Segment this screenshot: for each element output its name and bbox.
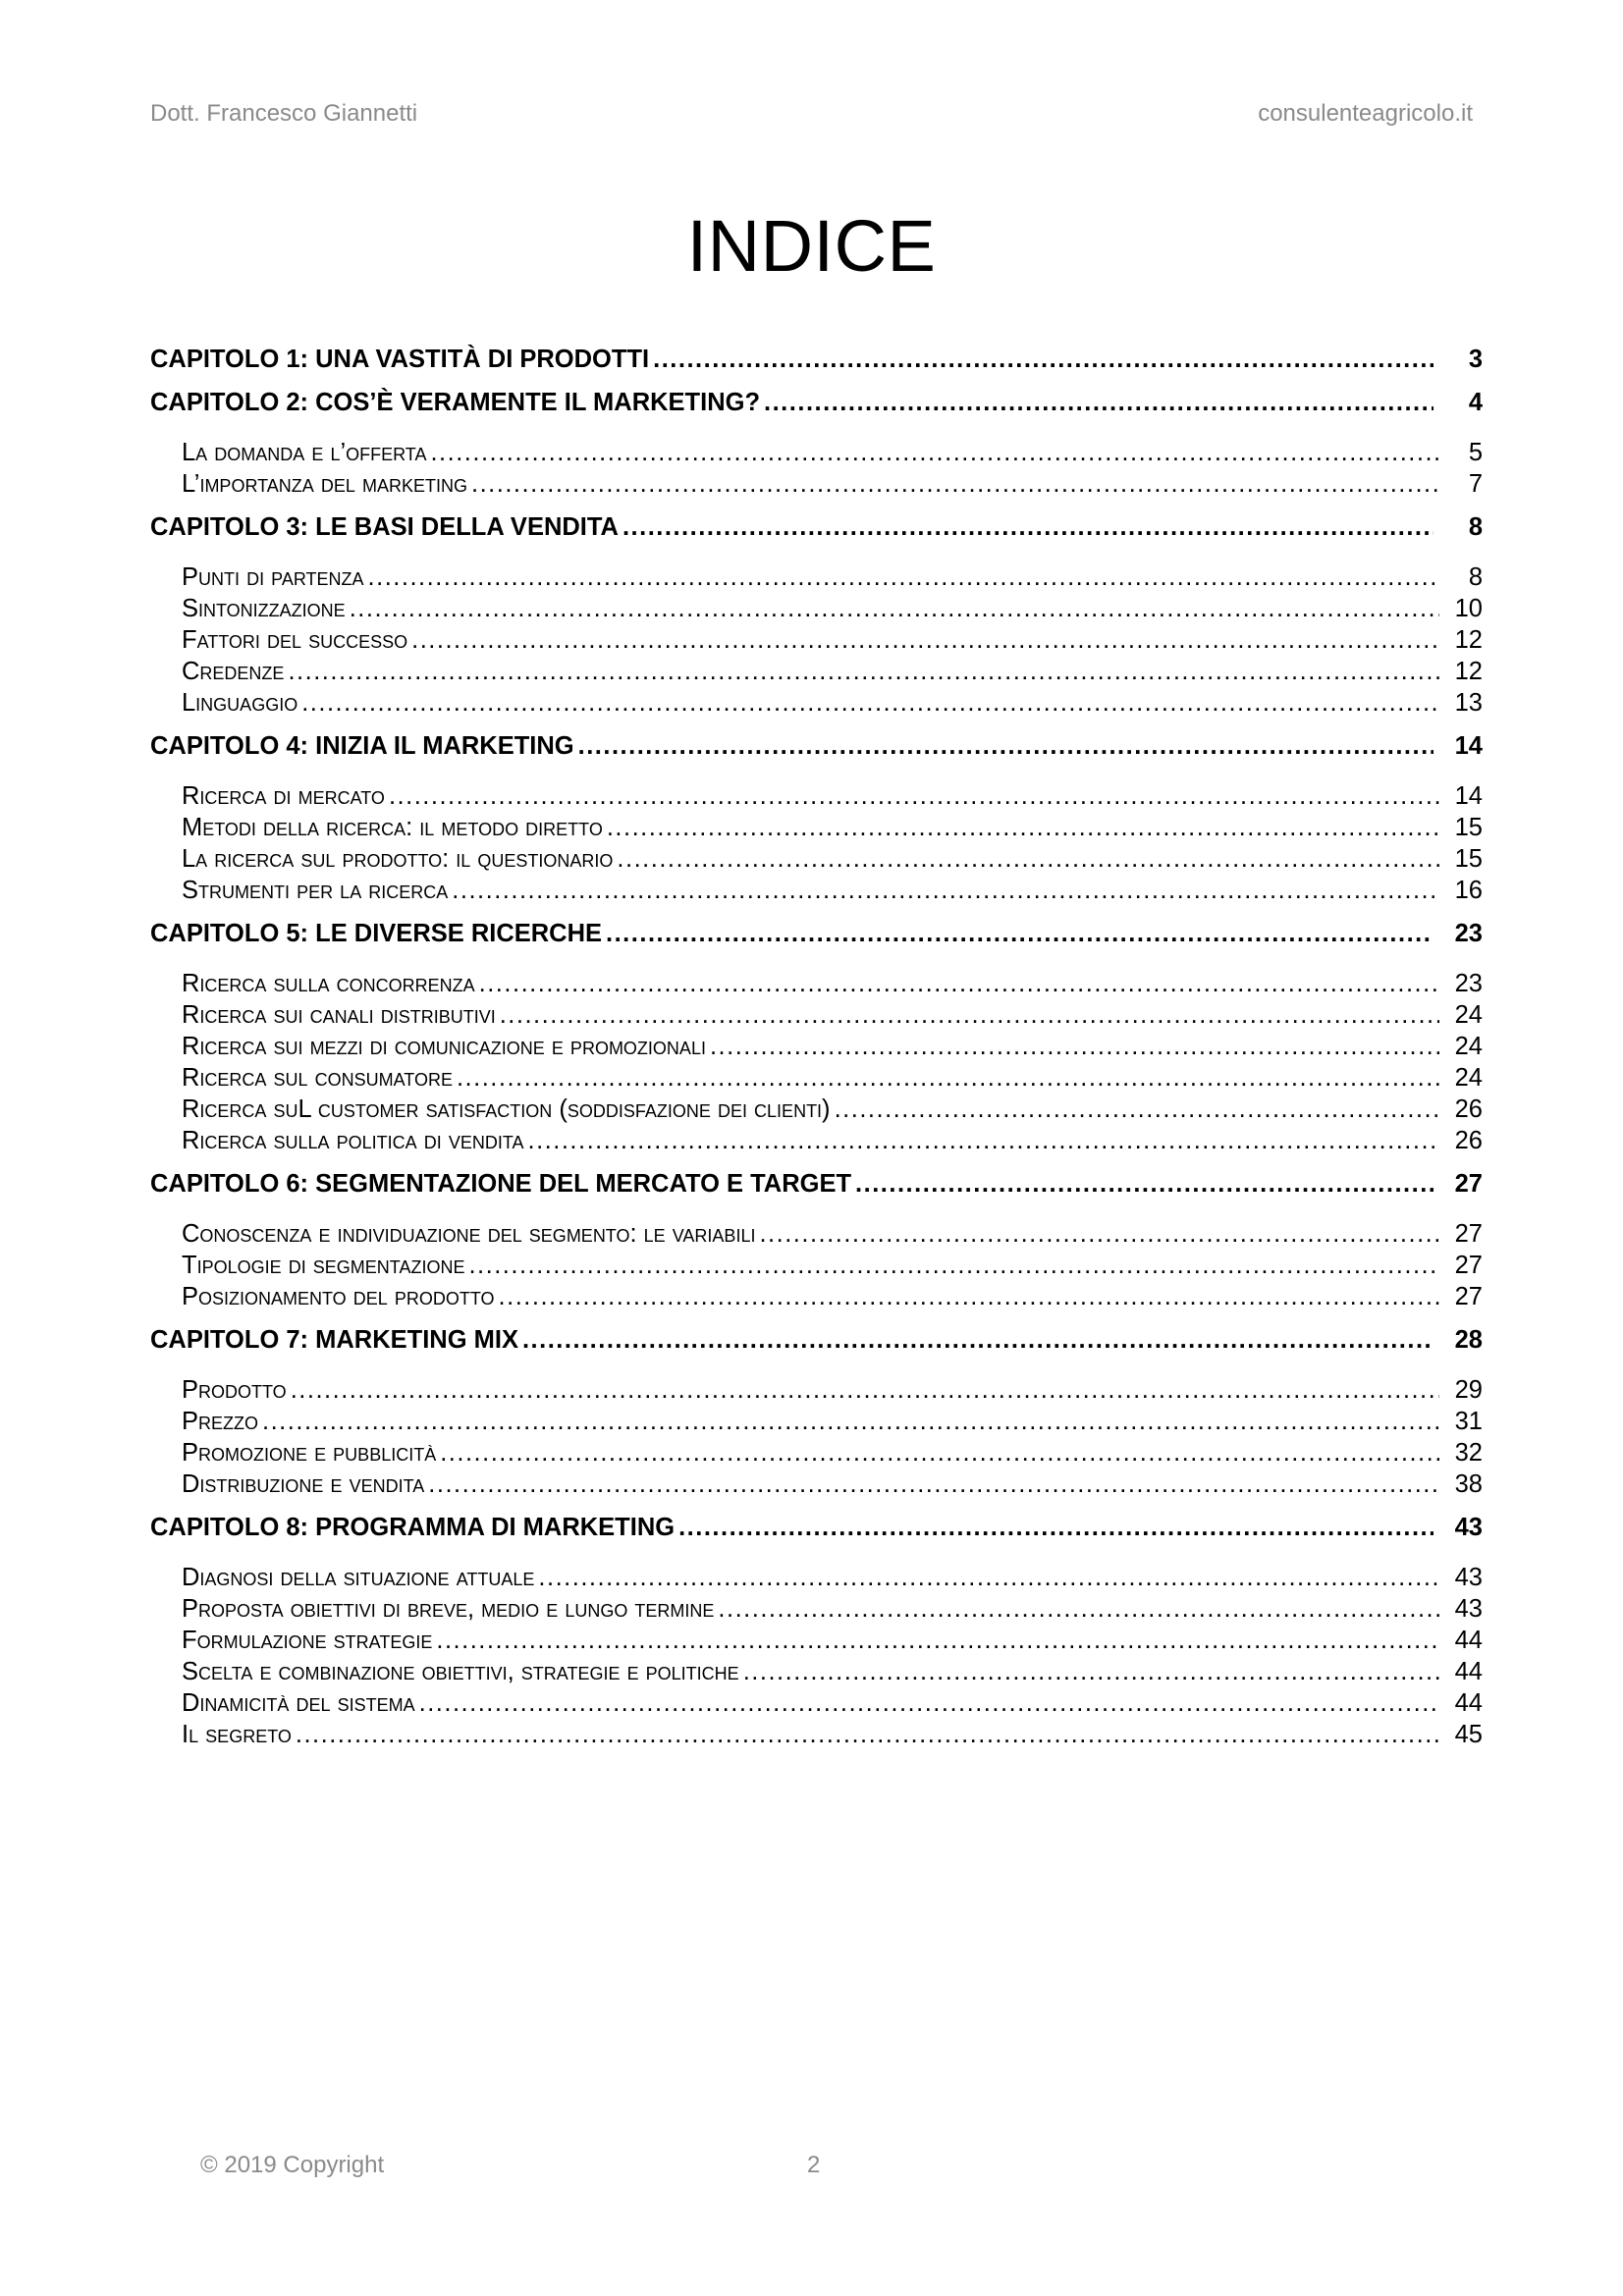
toc-entry-title: Ricerca sul consumatore bbox=[182, 1064, 453, 1092]
toc-entry-title: Punti di partenza bbox=[182, 563, 364, 591]
toc-dot-leader bbox=[291, 1378, 1439, 1404]
toc-entry[interactable] bbox=[182, 1595, 1483, 1627]
toc-entry-page: 43 bbox=[1454, 1564, 1483, 1591]
toc-entry-title: Ricerca di mercato bbox=[182, 782, 385, 810]
toc-entry-page: 23 bbox=[1454, 970, 1483, 997]
toc-dot-leader bbox=[457, 1066, 1439, 1092]
toc-dot-leader bbox=[411, 628, 1439, 654]
toc-entry-page: 45 bbox=[1454, 1721, 1483, 1748]
toc-entry-page: 12 bbox=[1454, 626, 1483, 654]
toc-entries bbox=[182, 970, 1483, 1158]
toc-entry[interactable] bbox=[182, 1220, 1483, 1252]
toc-entry-page: 8 bbox=[1468, 563, 1483, 591]
toc-entry[interactable] bbox=[182, 1001, 1483, 1033]
toc-entry[interactable] bbox=[182, 1376, 1483, 1408]
toc-entry-page: 24 bbox=[1454, 1001, 1483, 1029]
toc-entry-title: Tipologie di segmentazione bbox=[182, 1252, 465, 1279]
toc-entry[interactable] bbox=[182, 782, 1483, 814]
toc-entry[interactable] bbox=[182, 1564, 1483, 1595]
toc-dot-leader bbox=[500, 1003, 1439, 1029]
toc-dot-leader bbox=[430, 441, 1439, 466]
toc-entry-title: Prezzo bbox=[182, 1408, 259, 1435]
toc-entry-page: 16 bbox=[1454, 877, 1483, 904]
toc-entry-page: 27 bbox=[1454, 1283, 1483, 1310]
toc-entry[interactable] bbox=[182, 1721, 1483, 1752]
toc-entry-title: Metodi della ricerca: il metodo diretto bbox=[182, 814, 603, 841]
toc-entry[interactable] bbox=[182, 814, 1483, 845]
toc-entry-page: 44 bbox=[1454, 1627, 1483, 1654]
toc-chapter-title: CAPITOLO 4: INIZIA IL MARKETING bbox=[150, 732, 574, 760]
toc-entry[interactable] bbox=[182, 563, 1483, 595]
toc-entry-page: 27 bbox=[1454, 1252, 1483, 1279]
toc-dot-leader bbox=[710, 1035, 1439, 1060]
toc-dot-leader bbox=[528, 1129, 1440, 1154]
toc-entry[interactable] bbox=[182, 845, 1483, 877]
toc-dot-leader bbox=[622, 515, 1434, 541]
toc-dot-leader bbox=[499, 1285, 1439, 1310]
toc-chapter-page: 23 bbox=[1454, 920, 1483, 947]
toc-entry-title: Credenze bbox=[182, 658, 285, 685]
toc-entry-title: Scelta e combinazione obiettivi, strategie e politiche bbox=[182, 1658, 739, 1685]
toc-entry-page: 15 bbox=[1454, 814, 1483, 841]
toc-entry-page: 27 bbox=[1454, 1220, 1483, 1248]
toc-dot-leader bbox=[606, 922, 1434, 947]
toc-entry[interactable] bbox=[182, 689, 1483, 721]
toc-entry[interactable] bbox=[182, 1127, 1483, 1158]
toc-entry-title: Formulazione strategie bbox=[182, 1627, 433, 1654]
toc-dot-leader bbox=[835, 1097, 1439, 1123]
toc-chapter-6[interactable] bbox=[150, 1170, 1483, 1201]
toc-chapter-title: CAPITOLO 5: LE DIVERSE RICERCHE bbox=[150, 920, 603, 947]
toc-dot-leader bbox=[678, 1516, 1434, 1541]
toc-entry-page: 10 bbox=[1454, 595, 1483, 622]
toc-chapter-2[interactable] bbox=[150, 389, 1483, 420]
toc-dot-leader bbox=[262, 1410, 1439, 1435]
toc-entry-title: Ricerca sulla politica di vendita bbox=[182, 1127, 524, 1154]
toc-dot-leader bbox=[855, 1172, 1434, 1198]
toc-entry-page: 31 bbox=[1454, 1408, 1483, 1435]
toc-entries bbox=[182, 563, 1483, 721]
header-author: Dott. Francesco Giannetti bbox=[150, 100, 418, 127]
toc-chapter-page: 8 bbox=[1468, 513, 1483, 541]
toc-chapter-title: CAPITOLO 8: PROGRAMMA DI MARKETING bbox=[150, 1514, 676, 1541]
toc-entry[interactable] bbox=[182, 1470, 1483, 1502]
toc-entry-page: 5 bbox=[1468, 439, 1483, 466]
toc-chapter-page: 4 bbox=[1468, 389, 1483, 416]
toc-chapter-title: CAPITOLO 6: SEGMENTAZIONE DEL MERCATO E TARGET bbox=[150, 1170, 852, 1198]
toc-entry-title: Distribuzione e vendita bbox=[182, 1470, 425, 1498]
toc-chapter-3[interactable] bbox=[150, 513, 1483, 545]
toc-entry[interactable] bbox=[182, 439, 1483, 470]
toc-entry-title: Proposta obiettivi di breve, medio e lungo termine bbox=[182, 1595, 715, 1623]
toc-entry[interactable] bbox=[182, 1627, 1483, 1658]
toc-dot-leader bbox=[440, 1441, 1439, 1467]
toc-dot-leader bbox=[301, 691, 1439, 717]
toc-entry-title: Promozione e pubblicità bbox=[182, 1439, 437, 1467]
toc-entry-title: Ricerca sui mezzi di comunicazione e promozionali bbox=[182, 1033, 706, 1060]
toc-chapter-title: CAPITOLO 7: MARKETING MIX bbox=[150, 1326, 518, 1354]
toc-entry[interactable] bbox=[182, 1033, 1483, 1064]
toc-entry-title: Linguaggio bbox=[182, 689, 298, 717]
toc-dot-leader bbox=[468, 1254, 1439, 1279]
toc-chapter-7[interactable] bbox=[150, 1326, 1483, 1358]
toc-entry-page: 44 bbox=[1454, 1658, 1483, 1685]
toc-entry-title: Prodotto bbox=[182, 1376, 287, 1404]
toc-dot-leader bbox=[607, 816, 1439, 841]
toc-dot-leader bbox=[436, 1629, 1439, 1654]
toc-chapter-page: 43 bbox=[1454, 1514, 1483, 1541]
toc-chapter-page: 3 bbox=[1468, 346, 1483, 373]
toc-dot-leader bbox=[452, 879, 1439, 904]
toc-entry-title: La ricerca sul prodotto: il questionario bbox=[182, 845, 614, 873]
toc-entry-page: 14 bbox=[1454, 782, 1483, 810]
toc-dot-leader bbox=[522, 1328, 1434, 1354]
toc-entry-title: Il segreto bbox=[182, 1721, 292, 1748]
toc-entry-page: 26 bbox=[1454, 1095, 1483, 1123]
toc-chapter-8[interactable] bbox=[150, 1514, 1483, 1545]
page-title: INDICE bbox=[686, 205, 937, 287]
toc-entry[interactable] bbox=[182, 1689, 1483, 1721]
header-website: consulenteagricolo.it bbox=[1258, 100, 1473, 127]
toc-entry-title: Strumenti per la ricerca bbox=[182, 877, 449, 904]
toc-dot-leader bbox=[617, 847, 1439, 873]
toc-entry[interactable] bbox=[182, 1439, 1483, 1470]
footer-copyright: © 2019 Copyright bbox=[200, 2152, 385, 2178]
toc-entry-title: Conoscenza e individuazione del segmento: le variabili bbox=[182, 1220, 756, 1248]
toc-entry-title: Sintonizzazione bbox=[182, 595, 346, 622]
toc-entry-title: L’importanza del marketing bbox=[182, 470, 467, 498]
toc-dot-leader bbox=[419, 1691, 1439, 1717]
toc-dot-leader bbox=[288, 660, 1439, 685]
toc-chapter-5[interactable] bbox=[150, 920, 1483, 951]
toc-entry-title: La domanda e l’offerta bbox=[182, 439, 427, 466]
toc-chapter-1[interactable] bbox=[150, 346, 1483, 377]
table-of-contents bbox=[150, 346, 1483, 1752]
toc-entry-title: Ricerca sui canali distributivi bbox=[182, 1001, 496, 1029]
toc-chapter-title: CAPITOLO 2: COS’È VERAMENTE IL MARKETING? bbox=[150, 389, 761, 416]
toc-dot-leader bbox=[479, 972, 1439, 997]
toc-dot-leader bbox=[743, 1660, 1439, 1685]
toc-entry[interactable] bbox=[182, 1252, 1483, 1283]
toc-chapter-page: 28 bbox=[1454, 1326, 1483, 1354]
toc-dot-leader bbox=[350, 597, 1439, 622]
toc-chapter-page: 14 bbox=[1454, 732, 1483, 760]
toc-entry[interactable] bbox=[182, 626, 1483, 658]
toc-entry[interactable] bbox=[182, 1658, 1483, 1689]
toc-dot-leader bbox=[296, 1723, 1439, 1748]
toc-dot-leader bbox=[389, 784, 1439, 810]
toc-entry-title: Ricerca suL customer satisfaction (soddisfazione dei clienti) bbox=[182, 1095, 831, 1123]
toc-entry-title: Ricerca sulla concorrenza bbox=[182, 970, 475, 997]
toc-chapter-page: 27 bbox=[1454, 1170, 1483, 1198]
toc-entry-page: 32 bbox=[1454, 1439, 1483, 1467]
toc-entry-page: 15 bbox=[1454, 845, 1483, 873]
toc-entry-title: Posizionamento del prodotto bbox=[182, 1283, 495, 1310]
toc-entry[interactable] bbox=[182, 1095, 1483, 1127]
toc-entry[interactable] bbox=[182, 1283, 1483, 1314]
toc-entry-page: 24 bbox=[1454, 1033, 1483, 1060]
toc-entry-page: 43 bbox=[1454, 1595, 1483, 1623]
toc-entry-page: 13 bbox=[1454, 689, 1483, 717]
toc-entry[interactable] bbox=[182, 1064, 1483, 1095]
toc-entry-page: 44 bbox=[1454, 1689, 1483, 1717]
toc-entry[interactable] bbox=[182, 658, 1483, 689]
toc-entry[interactable] bbox=[182, 470, 1483, 502]
toc-entries bbox=[182, 1376, 1483, 1502]
toc-entry-title: Diagnosi della situazione attuale bbox=[182, 1564, 535, 1591]
toc-entry[interactable] bbox=[182, 1408, 1483, 1439]
toc-entry-title: Fattori del successo bbox=[182, 626, 408, 654]
toc-entry-page: 26 bbox=[1454, 1127, 1483, 1154]
toc-dot-leader bbox=[428, 1472, 1439, 1498]
toc-entry-page: 29 bbox=[1454, 1376, 1483, 1404]
toc-dot-leader bbox=[653, 347, 1434, 373]
toc-dot-leader bbox=[718, 1597, 1439, 1623]
toc-entry-page: 7 bbox=[1468, 470, 1483, 498]
toc-dot-leader bbox=[471, 472, 1439, 498]
toc-entry-page: 24 bbox=[1454, 1064, 1483, 1092]
toc-chapter-title: CAPITOLO 3: LE BASI DELLA VENDITA bbox=[150, 513, 619, 541]
toc-entries bbox=[182, 1564, 1483, 1752]
toc-dot-leader bbox=[368, 565, 1439, 591]
toc-entry[interactable] bbox=[182, 595, 1483, 626]
toc-chapter-title: CAPITOLO 1: UNA VASTITÀ DI PRODOTTI bbox=[150, 346, 650, 373]
toc-entries bbox=[182, 782, 1483, 908]
toc-entry[interactable] bbox=[182, 877, 1483, 908]
toc-dot-leader bbox=[764, 391, 1434, 416]
toc-entry-page: 12 bbox=[1454, 658, 1483, 685]
toc-chapter-4[interactable] bbox=[150, 732, 1483, 764]
toc-entries bbox=[182, 1220, 1483, 1314]
toc-dot-leader bbox=[538, 1566, 1439, 1591]
toc-entries bbox=[182, 439, 1483, 502]
toc-dot-leader bbox=[578, 734, 1434, 760]
toc-entry-page: 38 bbox=[1454, 1470, 1483, 1498]
footer-page-number: 2 bbox=[807, 2152, 821, 2178]
toc-dot-leader bbox=[759, 1222, 1439, 1248]
toc-entry-title: Dinamicità del sistema bbox=[182, 1689, 415, 1717]
toc-entry[interactable] bbox=[182, 970, 1483, 1001]
